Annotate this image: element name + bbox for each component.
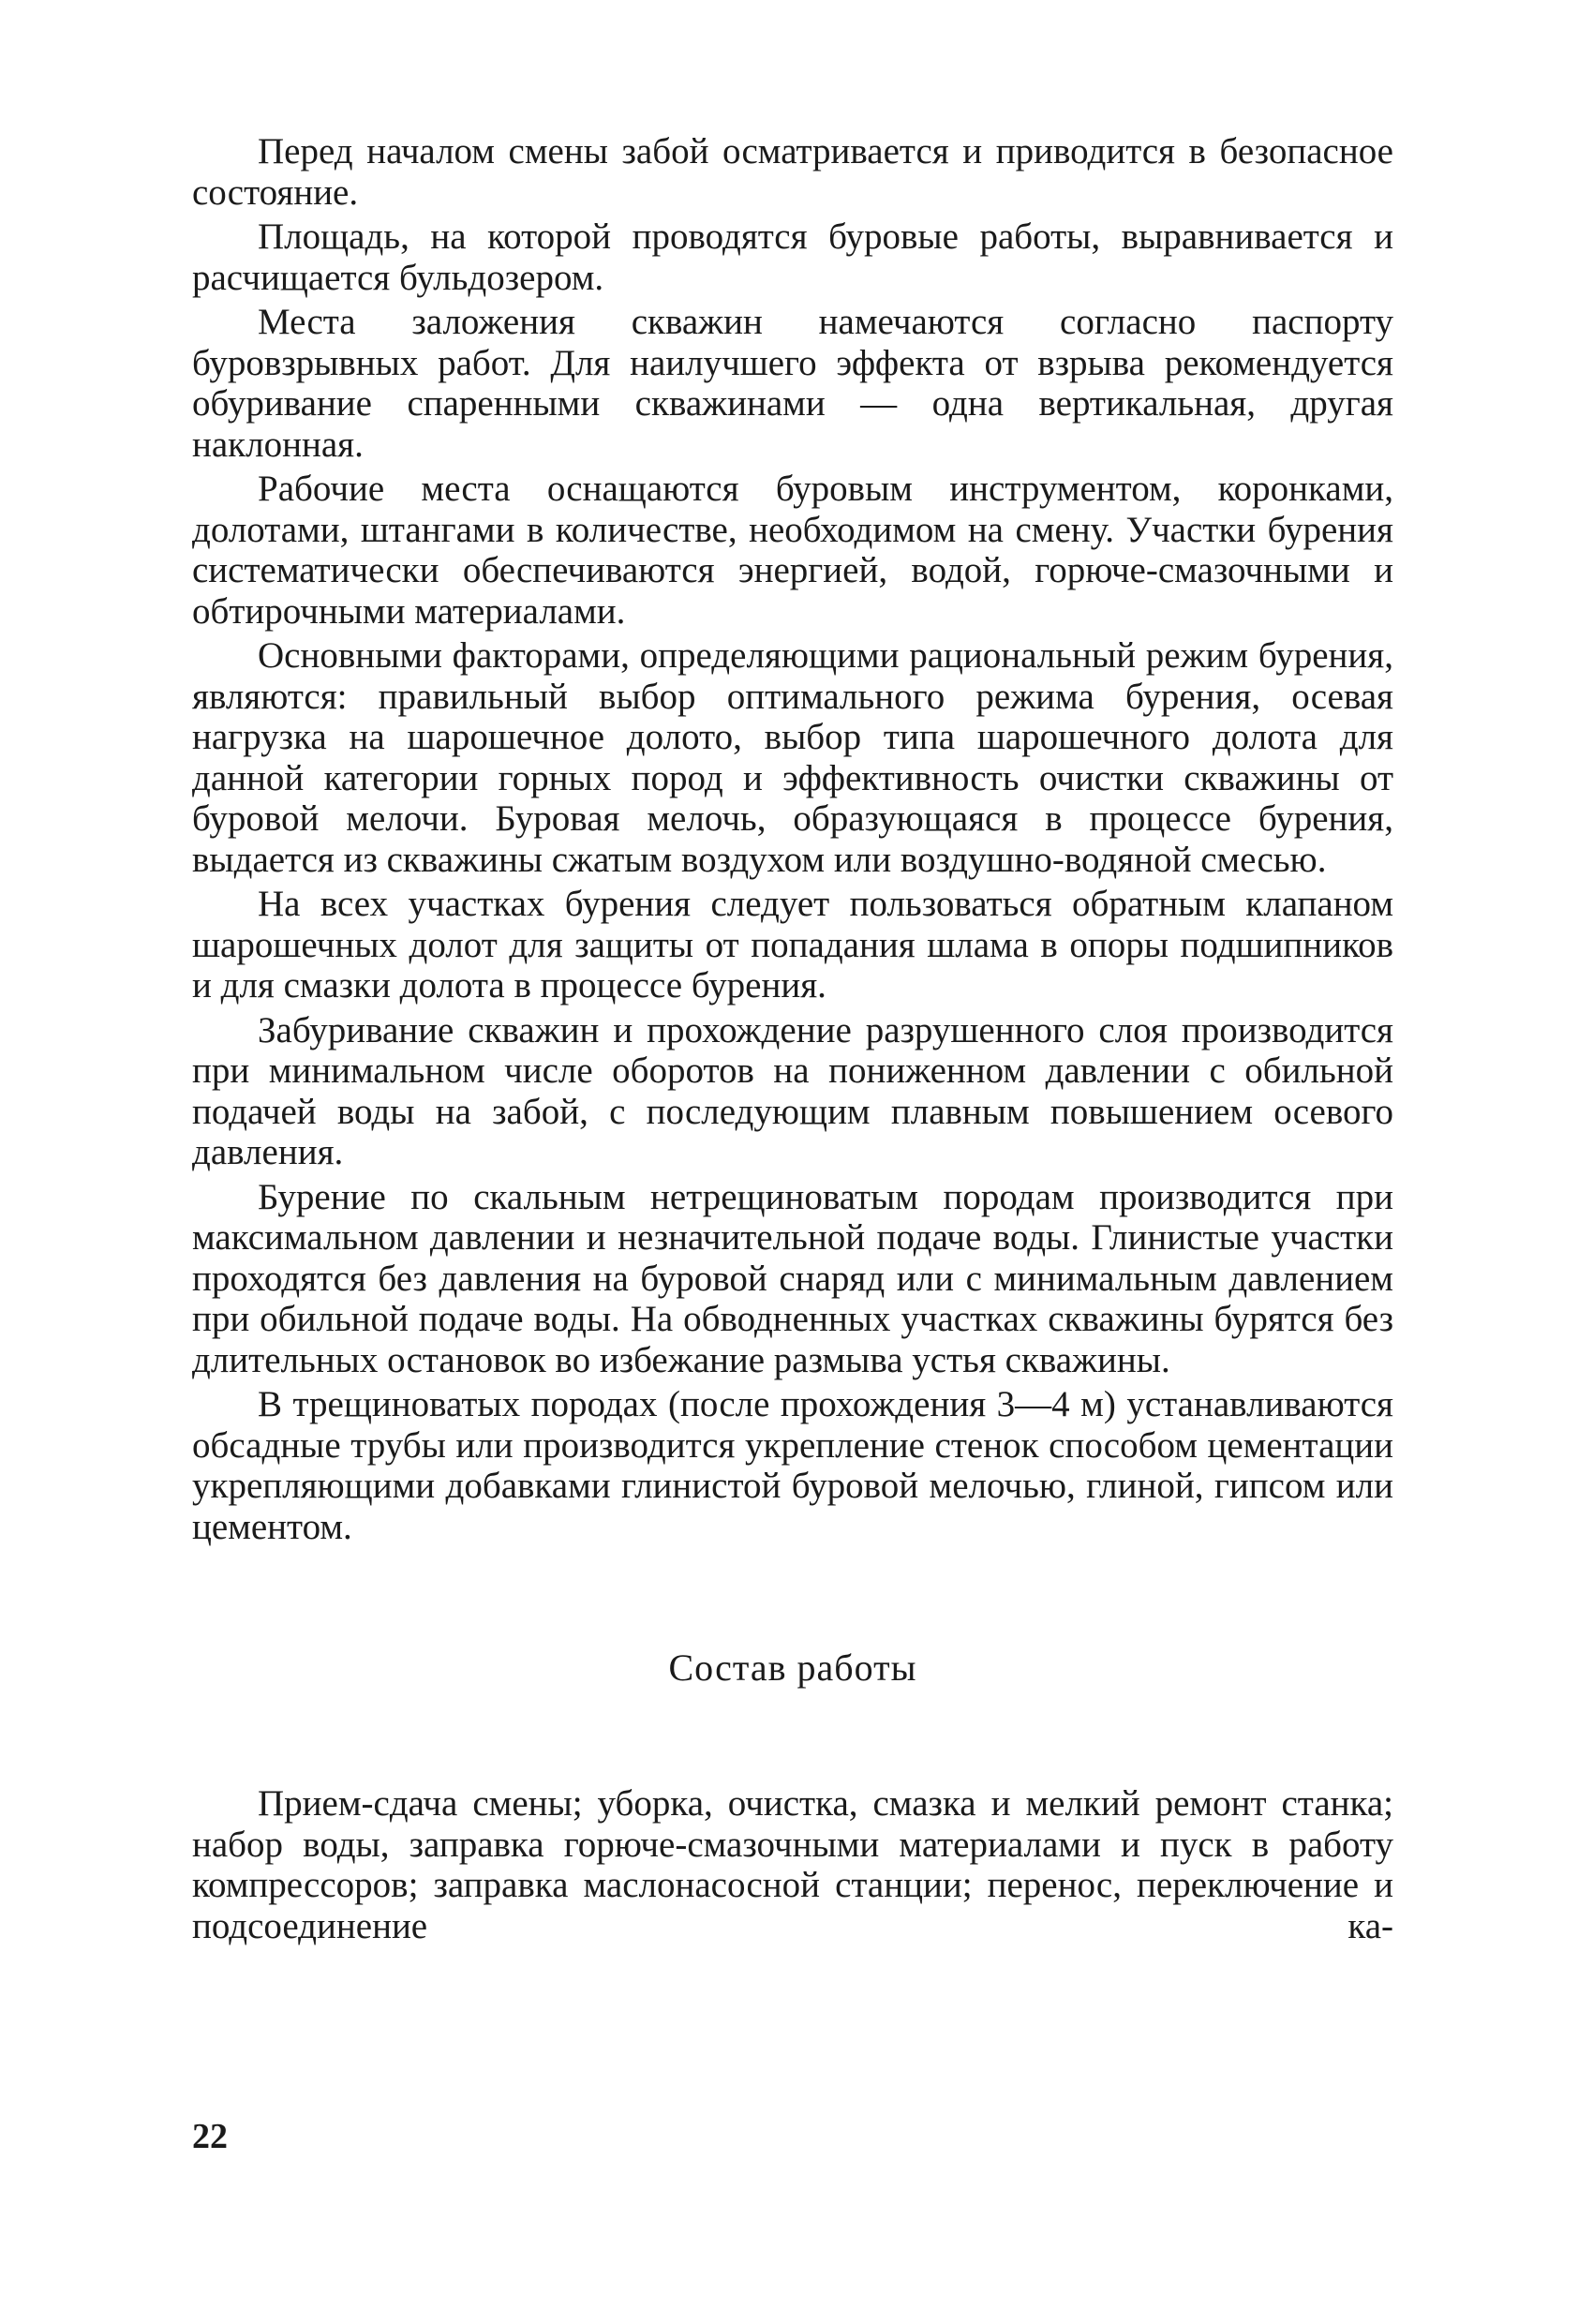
- paragraph-6: На всех участках бурения следует пользоваться обратным клапаном шарошечных долот для защиты от попадания шлама в опоры подшипников и для смазки долота в процессе бурения.: [192, 884, 1393, 1006]
- page-body: [192, 131, 1393, 1946]
- page-number: 22: [192, 2117, 228, 2156]
- section-heading: Состав работы: [668, 1646, 917, 1689]
- paragraph-7: Забуривание скважин и прохождение разрушенного слоя производится при минимальном числе оборотов на пониженном давлении с обильной подачей воды на забой, с последующим плавным повышением осевого давления.: [192, 1009, 1393, 1172]
- paragraph-1: Перед началом смены забой осматривается и приводится в безопасное состояние.: [192, 131, 1393, 213]
- paragraph-3: Места заложения скважин намечаются согласно паспорту буровзрывных работ. Для наилучшего эффекта от взрыва рекомендуется обуривание спаренными скважинами — одна вертикальная, другая наклонная.: [192, 302, 1393, 465]
- paragraph-9: В трещиноватых породах (после прохождения 3—4 м) устанавливаются обсадные трубы или производится укрепление стенок способом цементации укрепляющими добавками глинистой буровой мелочью, глиной, гипсом или цементом.: [192, 1384, 1393, 1547]
- paragraph-5: Основными факторами, определяющими рациональный режим бурения, являются: правильный выбор оптимального режима бурения, осевая нагрузка на шарошечное долото, выбор типа шарошечного долота для данной категории горных пород и эффективность очистки скважины от буровой мелочи. Буровая мелочь, образующаяся в процессе бурения, выдается из скважины сжатым воздухом или воздушно-водяной смесью.: [192, 635, 1393, 880]
- paragraph-4: Рабочие места оснащаются буровым инструментом, коронками, долотами, штангами в количестве, необходимом на смену. Участки бурения систематически обеспечиваются энергией, водой, горюче-смазочными и обтирочными материалами.: [192, 469, 1393, 632]
- paragraph-8: Бурение по скальным нетрещиноватым породам производится при максимальном давлении и незначительной подаче воды. Глинистые участки проходятся без давления на буровой снаряд или с минимальным давлением при обильной подаче воды. На обводненных участках скважины бурятся без длительных остановок во избежание размыва устья скважины.: [192, 1176, 1393, 1380]
- section-paragraph: Прием-сдача смены; уборка, очистка, смазка и мелкий ремонт станка; набор воды, заправка горюче-смазочными материалами и пуск в работу компрессоров; заправка маслонасосной станции; перенос, переключение и подсоединение ка-: [192, 1783, 1393, 1946]
- paragraph-2: Площадь, на которой проводятся буровые работы, выравнивается и расчищается бульдозером.: [192, 216, 1393, 298]
